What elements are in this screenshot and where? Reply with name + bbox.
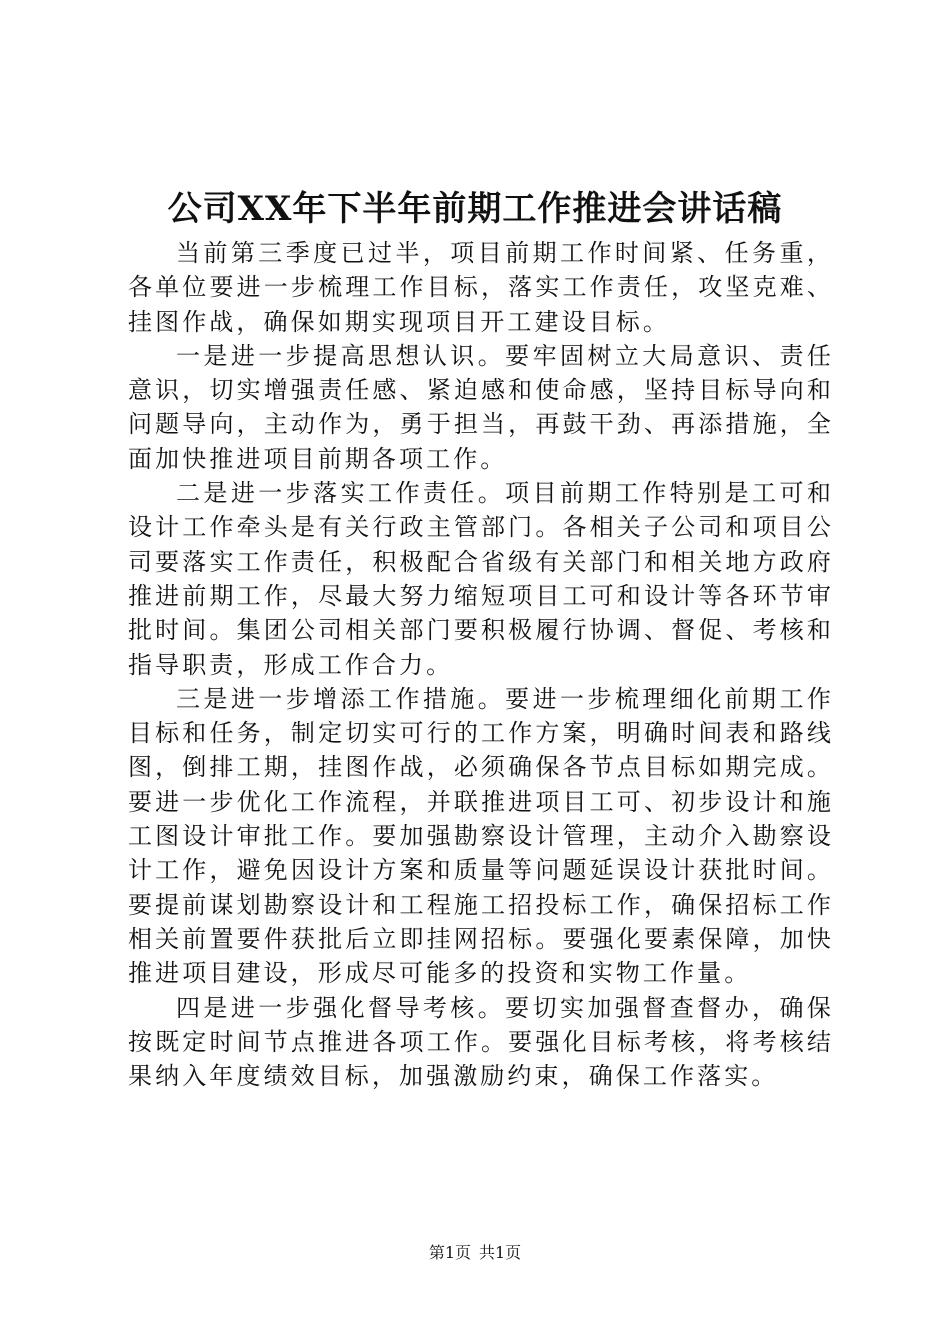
page-footer <box>0 1243 950 1263</box>
document-body <box>128 236 834 1093</box>
page-number: 第1页 <box>428 1243 471 1262</box>
paragraph-point-three: 三是进一步增添工作措施。要进一步梳理细化前期工作目标和任务，制定切实可行的工作方案，明确时间表和路线图，倒排工期，挂图作战，必须确保各节点目标如期完成。要进一步优化工作流程，并联推进项目工可、初步设计和施工图设计审批工作。要加强勘察设计管理，主动介入勘察设计工作，避免因设计方案和质量等问题延误设计获批时间。要提前谋划勘察设计和工程施工招投标工作，确保招标工作相关前置要件获批后立即挂网招标。要强化要素保障，加快推进项目建设，形成尽可能多的投资和实物工作量。 <box>128 684 834 988</box>
document-title: 公司XX年下半年前期工作推进会讲话稿 <box>167 189 783 229</box>
page-total: 共1页 <box>479 1243 522 1262</box>
paragraph-intro: 当前第三季度已过半，项目前期工作时间紧、任务重，各单位要进一步梳理工作目标，落实工作责任，攻坚克难、挂图作战，确保如期实现项目开工建设目标。 <box>128 239 834 336</box>
paragraph-point-four: 四是进一步强化督导考核。要切实加强督查督办，确保按既定时间节点推进各项工作。要强化目标考核，将考核结果纳入年度绩效目标，加强激励约束，确保工作落实。 <box>128 993 834 1091</box>
paragraph-point-one: 一是进一步提高思想认识。要牢固树立大局意识、责任意识，切实增强责任感、紧迫感和使命感，坚持目标导向和问题导向，主动作为，勇于担当，再鼓干劲、再添措施，全面加快推进项目前期各项工作。 <box>128 341 834 473</box>
paragraph-point-two: 二是进一步落实工作责任。项目前期工作特别是工可和设计工作牵头是有关行政主管部门。各相关子公司和项目公司要落实工作责任，积极配合省级有关部门和相关地方政府推进前期工作，尽最大努力缩短项目工可和设计等各环节审批时间。集团公司相关部门要积极履行协调、督促、考核和指导职责，形成工作合力。 <box>128 479 834 679</box>
